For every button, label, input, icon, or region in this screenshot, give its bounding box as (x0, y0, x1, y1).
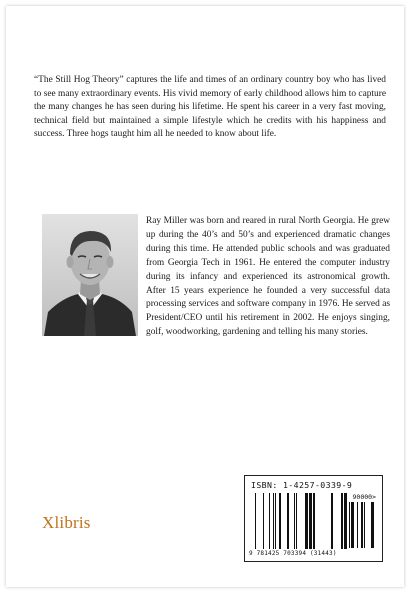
barcode-bars (251, 493, 347, 549)
book-blurb: “The Still Hog Theory” captures the life and times of an ordinary country boy who has lived to see many extraordinary events. His vivid memory of early childhood allows him to capture the many changes he has seen during his lifetime. He spent his career in a very fast moving, technical field but maintained a simple lifestyle which he credits with his happiness and success. Three hogs taught him all he needed to know about life. (34, 75, 386, 140)
barcode-addon-code: 90000> (352, 493, 376, 501)
back-cover (6, 6, 404, 587)
barcode-digits: 9 781425 703394 (31443) (249, 550, 337, 557)
author-bio: Ray Miller was born and reared in rural North Georgia. He grew up during the 40’s and 50’s and experienced dramatic changes during this time. He attended public schools and was graduated from Georgia Tech in 1961. He entered the computer industry during its infancy and experienced its astronomical growth. After 15 years experience he founded a very successful data processing services and software company in 1976. He served as President/CEO until his retirement in 2002. He enjoys singing, golf, woodworking, gardening and telling his many stories. (146, 216, 390, 338)
isbn-number: ISBN: 1-4257-0339-9 (251, 480, 353, 490)
isbn-barcode (244, 475, 383, 562)
publisher-logo: Xlibris (42, 513, 91, 532)
author-photo (42, 214, 138, 336)
barcode-addon-bars (349, 502, 376, 548)
author-portrait-image (42, 214, 138, 336)
